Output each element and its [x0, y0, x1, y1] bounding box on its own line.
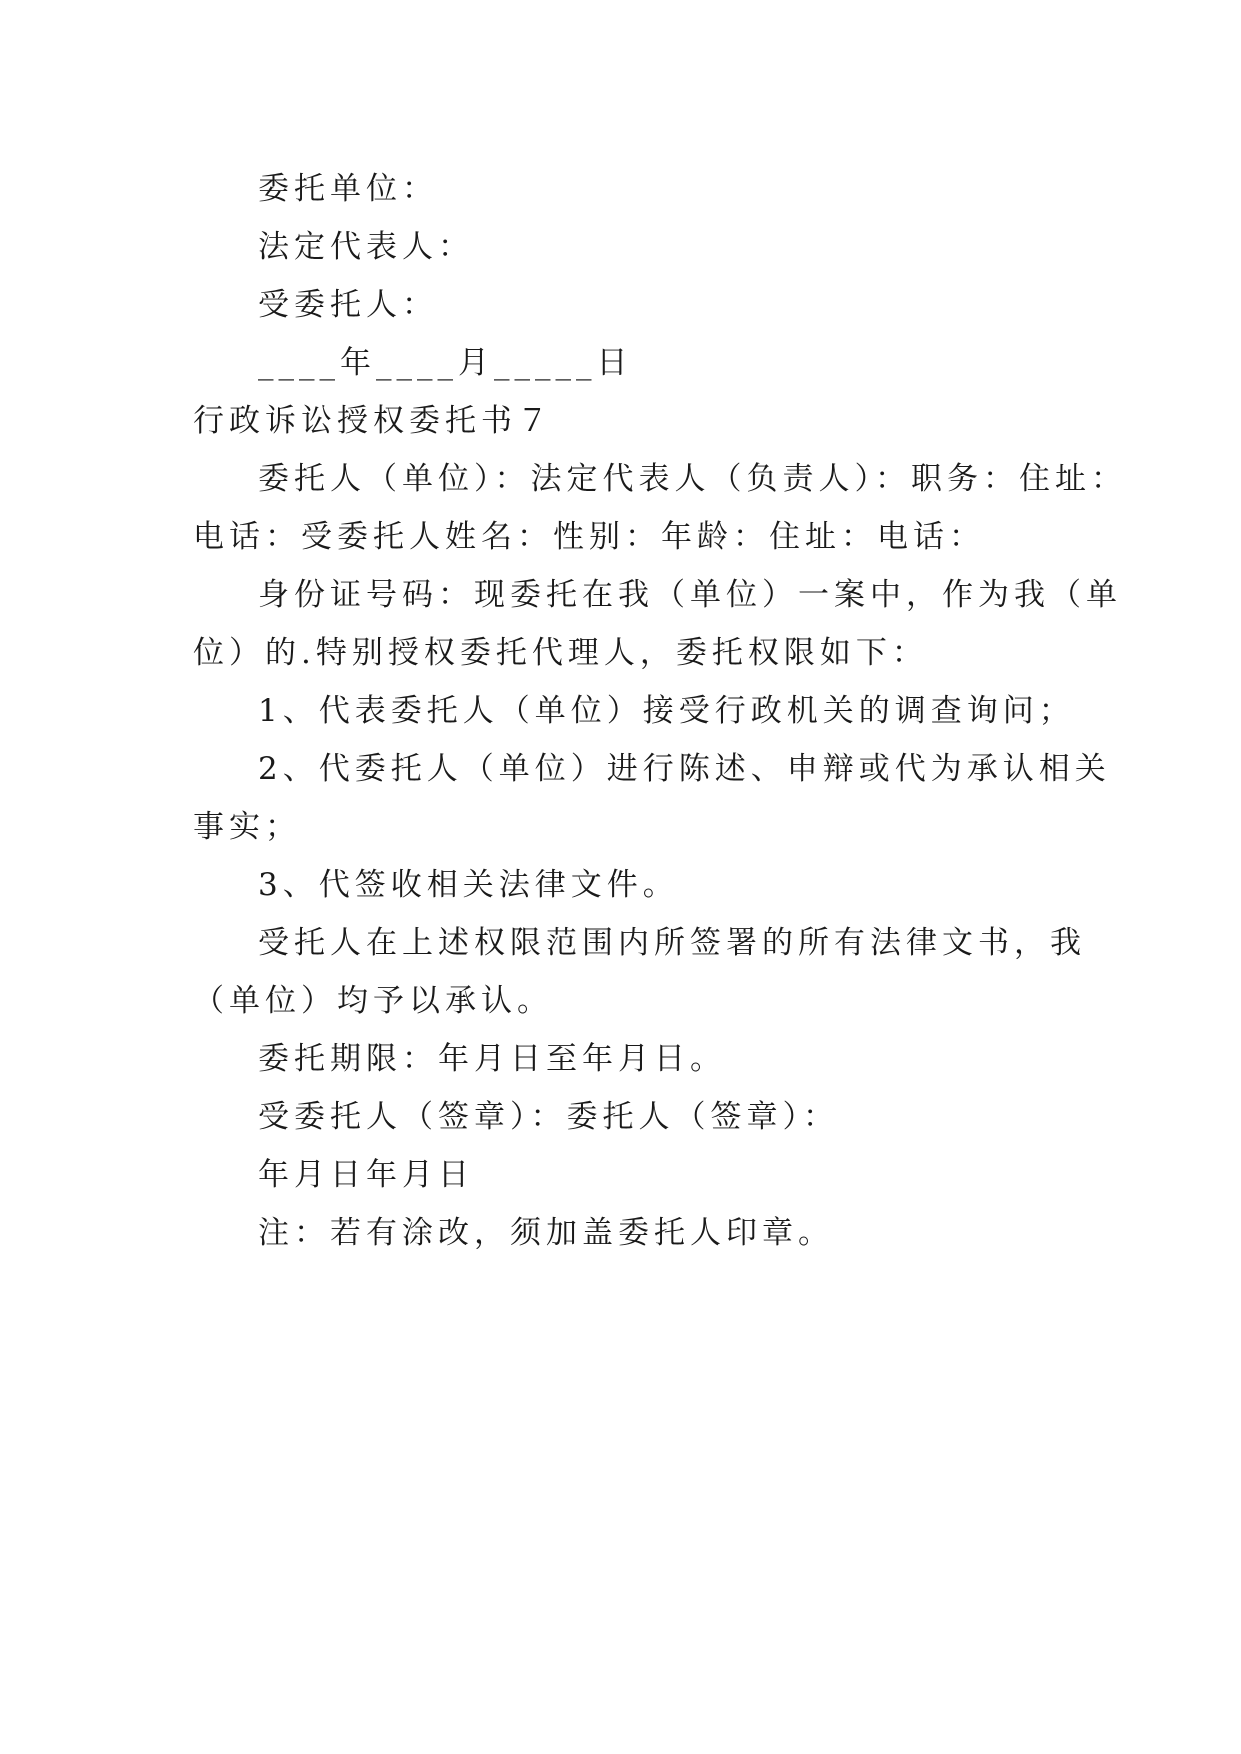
field-legal-representative: 法定代表人： [258, 229, 474, 265]
note-line: 注：若有涂改，须加盖委托人印章。 [258, 1215, 834, 1251]
signature-line: 受委托人（签章）：委托人（签章）： [258, 1099, 839, 1135]
paragraph-line: 受托人在上述权限范围内所签署的所有法律文书，我 [258, 925, 1086, 961]
document-body [193, 160, 1127, 1262]
paragraph-line: 位）的.特别授权委托代理人，委托权限如下： [193, 635, 928, 671]
list-item-continuation: 事实； [193, 809, 301, 845]
paragraph-line: 身份证号码：现委托在我（单位）一案中，作为我（单 [258, 577, 1122, 613]
paragraph-line: 委托人（单位）：法定代表人（负责人）：职务：住址： [258, 461, 1127, 497]
list-item: 3、代签收相关法律文件。 [258, 867, 679, 903]
entrustment-period: 委托期限：年月日至年月日。 [258, 1041, 726, 1077]
field-trustee: 受委托人： [258, 287, 438, 323]
paragraph-line: 电话：受委托人姓名：性别：年龄：住址：电话： [193, 519, 985, 555]
date-line: ____年____月_____日 [258, 345, 633, 381]
list-item: 2、代委托人（单位）进行陈述、申辩或代为承认相关 [258, 751, 1111, 787]
paragraph-line: （单位）均予以承认。 [193, 983, 553, 1019]
signature-date-line: 年月日年月日 [258, 1157, 474, 1193]
field-entrusting-unit: 委托单位： [258, 171, 438, 207]
section-heading: 行政诉讼授权委托书７ [193, 403, 553, 439]
list-item: 1、代表委托人（单位）接受行政机关的调查询问； [258, 693, 1075, 729]
